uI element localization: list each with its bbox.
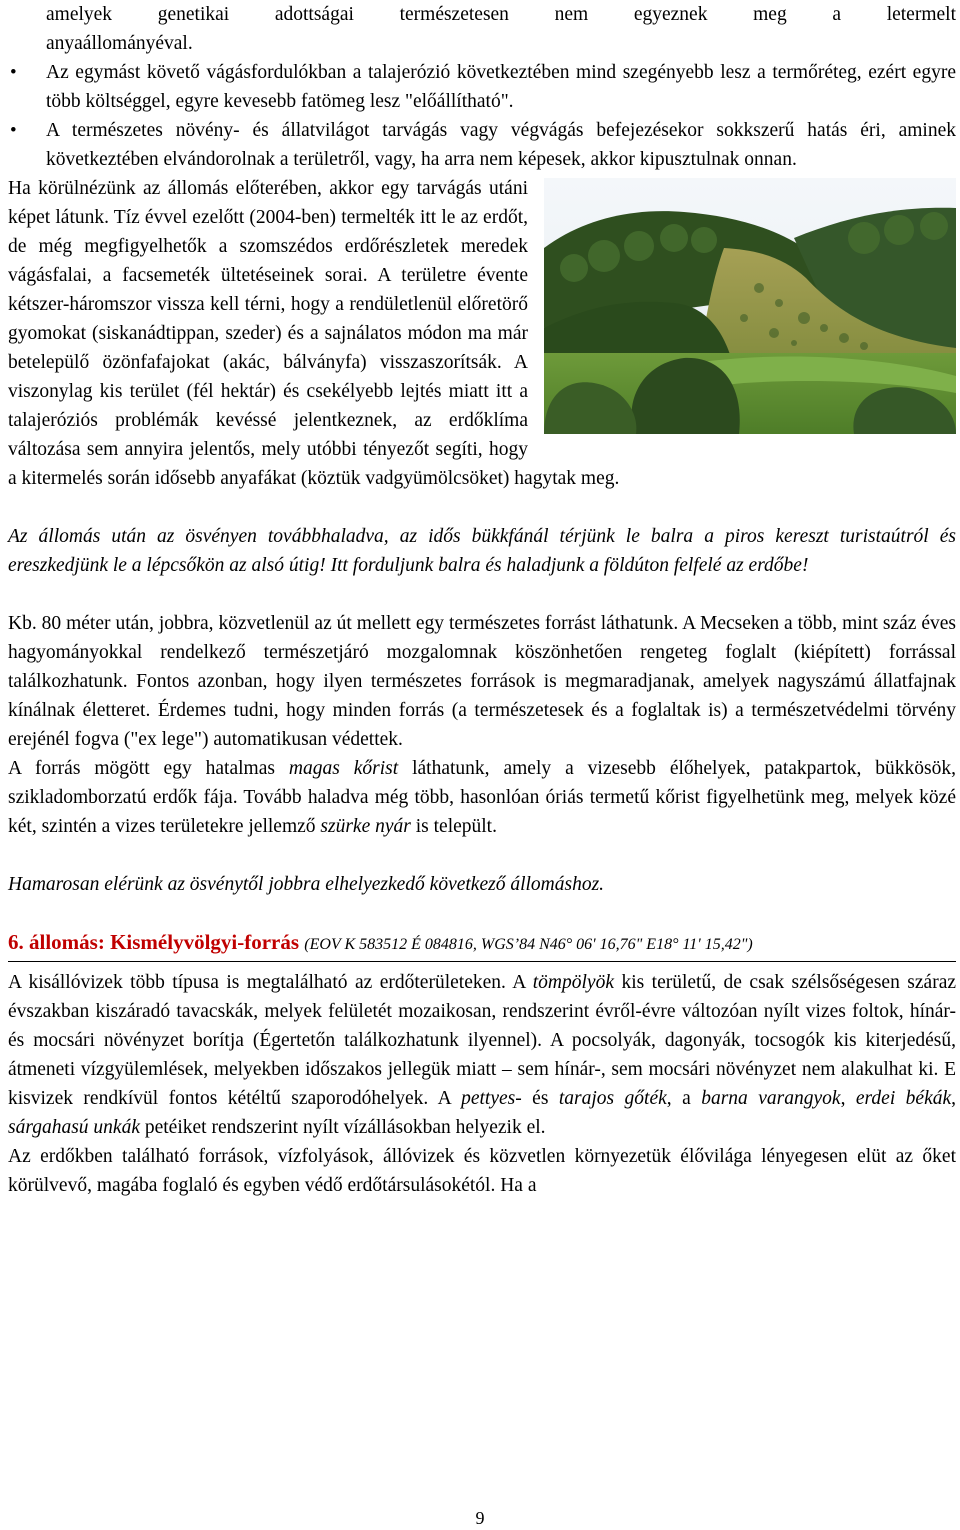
document-page bbox=[8, 0, 956, 1200]
intro-line-a: amelyek genetikai adottságai természetesen nem egyeznek meg a letermelt bbox=[46, 4, 956, 25]
directions-paragraph-1 bbox=[8, 522, 956, 580]
fern-paragraph bbox=[8, 754, 956, 841]
intro-continuation-end: anyaállományéval. bbox=[46, 33, 193, 54]
bullet-item-wildlife: • A természetes növény- és állatvilágot tarvágás vagy végvágás befejezésekor sokkszerű hatás éri, aminek következtében elvándorolnak a területről, vagy, ha arra nem képesek, akkor kipusztulnak onnan. bbox=[8, 116, 956, 174]
species-yellow-bellied-toad: sárgahasú unkák bbox=[8, 1117, 140, 1138]
species-grey-poplar: szürke nyár bbox=[320, 816, 411, 837]
directions-part-1: Az állomás után az ösvényen továbbhaladva, az idős bükkfánál térjünk le balra a piros kereszt turistaútról és ereszkedjünk le a lépcsőkön az alsó útig! bbox=[8, 526, 956, 576]
species-agile-frog: erdei békák bbox=[855, 1088, 952, 1109]
ponds-text-3: és bbox=[521, 1088, 559, 1109]
bullet-list bbox=[8, 58, 956, 174]
species-crested-newt: tarajos gőték bbox=[558, 1088, 667, 1109]
spring-paragraph: Kb. 80 méter után, jobbra, közvetlenül az út mellett egy természetes forrást láthatunk. A Mecseken a több, mint száz éves hagyományokkal rendelkező természetjáró mozgalomnak köszönhetően rengeteg foglalt (kiépített) forrással találkozhatunk. Fontos azonban, hogy ilyen természetes források is megmaradjanak, amelyek nagyszámú állatfajnak kínálnak életteret. Érdemes tudni, hogy minden forrás (a természetesek és a foglaltak is) a természetvédelmi törvény erejénél fogva ("ex lege") automatikusan védettek. bbox=[8, 613, 956, 750]
ponds-text-7: petéiket rendszerint nyílt vízállásokban helyezik el. bbox=[139, 1117, 546, 1138]
fern-text-3: is települt. bbox=[410, 816, 497, 837]
fern-text-2: láthatunk, amely a vizesebb élőhelyek, patakpartok, bükkösök, szikladomborzatú erdők fája. Tovább haladva még több, hasonlóan óriás termetű kőrist figyelhetünk meg, melyek közé két, szintén a vizes területekre jellemző bbox=[8, 758, 956, 837]
station-title: 6. állomás: Kismélyvölgyi-forrás bbox=[8, 930, 300, 954]
ponds-text-4: , a bbox=[666, 1088, 702, 1109]
last-paragraph: Az erdőkben található források, vízfolyások, állóvizek és közvetlen környezetük élővilága lényegesen elüt az őket körülvevő, magába foglaló és egyben védő erdőtársulásokétól. Ha a bbox=[8, 1146, 956, 1196]
spacer bbox=[8, 899, 956, 928]
ponds-text-2: kis területű, de csak szélsőségesen száraz évszakban kiszáradó tavacskák, melyek felületét mozaikosan, rendszerint évről-évre változóan nyílt vizes foltok, hínár- és mocsári növényzet borítja (Égertetőn találkozhatunk ilyennel). A pocsolyák, dagonyák, tocsogók kis kiterjedésű, átmeneti vízgyülemlések, melyekben időszakos jellegük miatt – sem hínár-, sem mocsári növényzet nem alakulhat ki. E kisvizek rendkívül fontos kétéltű szaporodóhelyek. A bbox=[8, 972, 957, 1109]
page-number: 9 bbox=[475, 1508, 485, 1528]
spacer bbox=[8, 493, 956, 522]
term-tompolyok: tömpölyök bbox=[532, 972, 614, 993]
intro-continuation bbox=[8, 0, 956, 29]
station-view-paragraph: Ha körülnézünk az állomás előterében, akkor egy tarvágás utáni képet látunk. Tíz évvel ezelőtt (2004-ben) termelték itt le az erdőt, de még megfigyelhetők a szomszédos erdőrészletek meredek vágásfalai, a facsemeték ültetéseinek sorai. A területre évente kétszer-háromszor vissza kell térni, hogy a rendületlenül előretörő gyomokat (siskanádtippan, szeder) és a sajnálatos módon ma már betelepülő özönfafajokat (akác, bálványfa) visszaszorítsák. A viszonylag kis terület (fél hektár) és csekélyebb lejtés miatt itt a talajeróziós problémák kevéssé jelentkeznek, az erdőklíma változása sem annyira jelentős, mely utóbbi tényezőt segíti, hogy a kitermelés során idősebb anyafákat (köztük vadgyümölcsöket) hagytak meg. bbox=[8, 178, 620, 489]
directions-paragraph-2: Hamarosan elérünk az ösvénytől jobbra elhelyezkedő következő állomáshoz. bbox=[8, 874, 605, 895]
directions-part-2: Itt forduljunk balra és haladjunk a földúton felfelé az erdőbe! bbox=[325, 555, 809, 576]
ponds-text-1: A kisállóvizek több típusa is megtalálható az erdőterületeken. A bbox=[8, 972, 533, 993]
spacer bbox=[8, 841, 956, 870]
heading-rule bbox=[8, 961, 956, 962]
species-ash: magas kőrist bbox=[288, 758, 399, 779]
species-common-toad: barna varangyok bbox=[701, 1088, 841, 1109]
station-heading bbox=[8, 928, 956, 959]
fern-text-1: A forrás mögött egy hatalmas bbox=[8, 758, 289, 779]
spacer bbox=[8, 580, 956, 609]
ponds-text-6: , bbox=[951, 1088, 957, 1109]
ponds-text-5: , bbox=[840, 1088, 856, 1109]
bullet-item-erosion: • Az egymást követő vágásfordulókban a talajerózió következtében mind szegényebb lesz a termőréteg, ezért egyre több költséggel, egyre kevesebb fatömeg lesz "előállítható". bbox=[8, 58, 956, 116]
ponds-paragraph bbox=[8, 968, 956, 1142]
species-spotted: pettyes- bbox=[461, 1088, 522, 1109]
clearcut-hillside-photo bbox=[544, 178, 956, 434]
station-coordinates: (EOV K 583512 É 084816, WGS’84 N46° 06' 16,76" E18° 11' 15,42") bbox=[304, 936, 753, 953]
